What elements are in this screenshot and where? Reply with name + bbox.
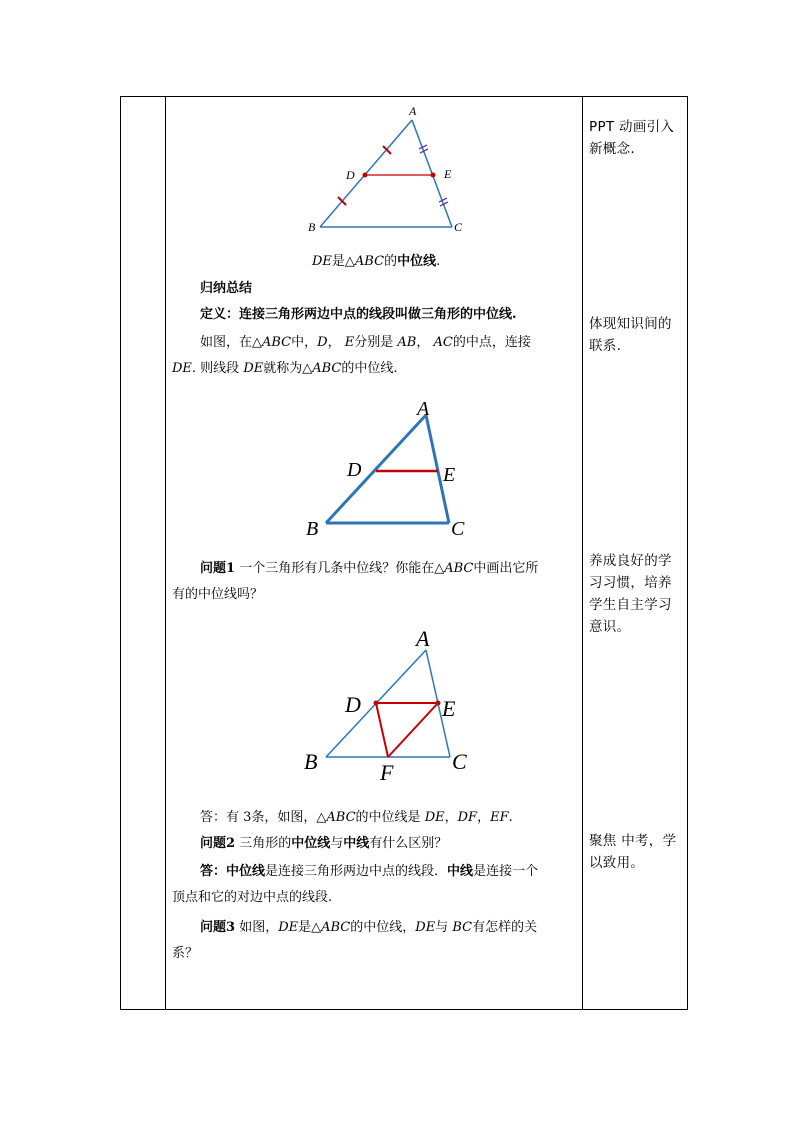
question-3: 问题3 如图，DE是△ABC的中位线，DE与 BC有怎样的关 系？	[172, 920, 538, 961]
label-b: B	[306, 518, 319, 540]
midline-ef	[388, 703, 438, 757]
label-c: C	[452, 749, 467, 774]
side-note-3: 养成良好的学 习习惯，培养 学生自主学习 意识。	[589, 553, 672, 635]
figure-triangle-midline-1	[300, 100, 480, 240]
label-e: E	[442, 696, 456, 721]
answer-1: 答：有 3条，如图，△ABC的中位线是 DE，DF，EF.	[200, 810, 513, 825]
label-f: F	[380, 760, 394, 785]
explanation-paragraph	[172, 330, 572, 382]
label-e: E	[444, 167, 452, 181]
label-c: C	[454, 220, 463, 234]
explanation-line-1: 如图，在△ABC中，D， E分别是 AB， AC的中点，连接	[200, 335, 531, 350]
label-b: B	[304, 749, 318, 774]
side-note-1: PPT 动画引入 新概念.	[589, 119, 675, 157]
side-note-2: 体现知识间的 联系.	[589, 316, 672, 354]
side-ab	[326, 415, 426, 523]
explanation-line-2: DE. 则线段 DE就称为△ABC的中位线.	[172, 361, 398, 376]
column-divider-2	[582, 97, 583, 1009]
column-divider-1	[165, 97, 166, 1009]
point-d	[374, 701, 379, 706]
label-b: B	[308, 220, 316, 234]
figure-triangle-midline-2	[300, 395, 480, 545]
label-a: A	[416, 626, 430, 651]
label-d: D	[345, 692, 361, 717]
definition: 定义：连接三角形两边中点的线段叫做三角形的中位线.	[200, 307, 517, 322]
point-e	[431, 173, 436, 178]
midline-df	[376, 703, 388, 757]
point-d	[363, 173, 368, 178]
figure-triangle-all-midlines	[300, 620, 480, 790]
label-a: A	[409, 104, 417, 118]
question-1: 问题1 一个三角形有几条中位线？你能在△ABC中画出它所 有的中位线吗？	[172, 561, 539, 602]
question-2: 问题2 三角形的中位线与中线有什么区别？	[200, 836, 448, 851]
answer-2: 答：中位线是连接三角形两边中点的线段．中线是连接一个 顶点和它的对边中点的线段.	[172, 864, 539, 905]
label-e: E	[443, 464, 456, 486]
point-e	[436, 701, 441, 706]
label-d: D	[346, 168, 355, 182]
summary-title: 归纳总结	[200, 281, 253, 296]
side-note-4: 聚焦 中考，学 以致用。	[589, 833, 677, 871]
figure-caption: DE是△ABC的中位线.	[312, 254, 441, 269]
label-d: D	[347, 459, 362, 481]
label-c: C	[451, 518, 465, 540]
label-a: A	[417, 398, 430, 420]
